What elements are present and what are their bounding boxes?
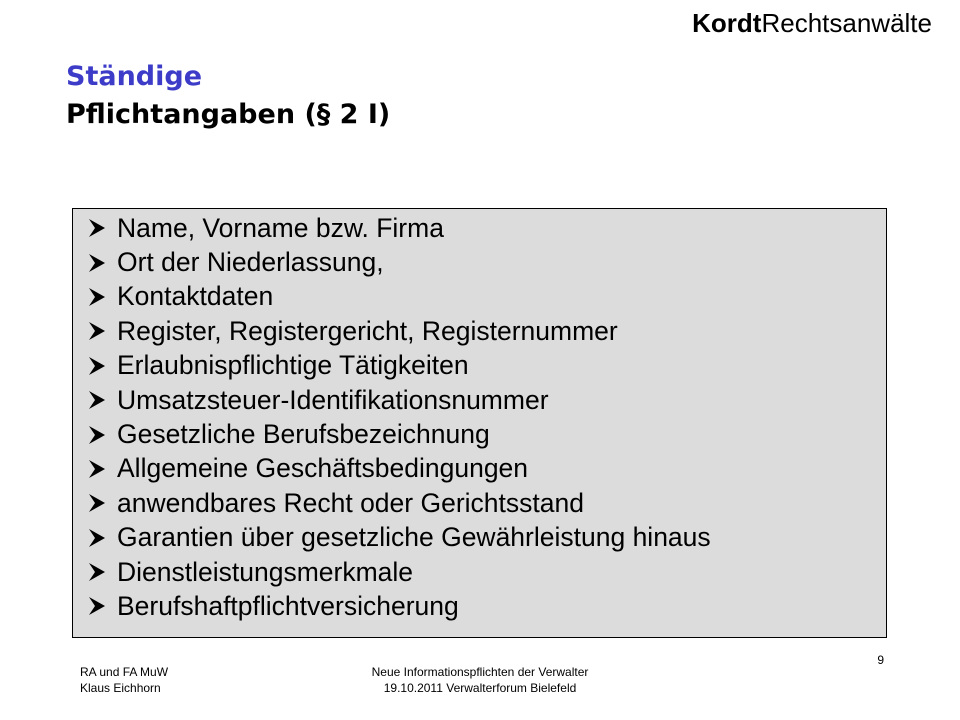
- list-item-text: Garantien über gesetzliche Gewährleistung hinaus: [117, 522, 711, 553]
- list-item: [87, 383, 711, 417]
- arrowhead-bullet-icon: [87, 211, 117, 245]
- arrowhead-bullet-icon: [87, 589, 117, 623]
- list-item-text: Gesetzliche Berufsbezeichnung: [117, 419, 490, 450]
- arrowhead-bullet-icon: [87, 452, 117, 486]
- brand-logo: [692, 8, 932, 38]
- list-item-text: Erlaubnispflichtige Tätigkeiten: [117, 350, 469, 381]
- list-item-text: Allgemeine Geschäftsbedingungen: [117, 453, 529, 484]
- list-item: [87, 280, 711, 314]
- list-item-text: Register, Registergericht, Registernummer: [117, 315, 618, 346]
- content-box: [72, 208, 887, 638]
- arrowhead-bullet-icon: [87, 314, 117, 348]
- slide-title: [66, 58, 390, 134]
- list-item-text: anwendbares Recht oder Gerichtsstand: [117, 487, 584, 518]
- list-item: [87, 245, 711, 279]
- list-item: [87, 589, 711, 623]
- list-item-text: Umsatzsteuer-Identifikationsnummer: [117, 384, 549, 415]
- footer-presentation-date: 19.10.2011 Verwalterforum Bielefeld: [383, 681, 577, 695]
- arrowhead-bullet-icon: [87, 246, 117, 280]
- list-item: [87, 486, 711, 520]
- list-item-text: Berufshaftpflichtversicherung: [117, 590, 459, 621]
- list-item: [87, 314, 711, 348]
- arrowhead-bullet-icon: [87, 383, 117, 417]
- list-item: [87, 555, 711, 589]
- footer-presentation-info: [340, 664, 620, 696]
- arrowhead-bullet-icon: [87, 280, 117, 314]
- list-item: [87, 521, 711, 555]
- list-item-text: Kontaktdaten: [117, 281, 274, 312]
- list-item: [87, 349, 711, 383]
- list-item-text: Name, Vorname bzw. Firma: [117, 212, 444, 243]
- footer-author-name: Klaus Eichhorn: [80, 681, 161, 695]
- slide-title-line1: Ständige: [66, 61, 203, 92]
- page-number: 9: [877, 653, 884, 667]
- arrowhead-bullet-icon: [87, 418, 117, 452]
- brand-name-bold: Kordt: [692, 8, 762, 38]
- arrowhead-bullet-icon: [87, 521, 117, 555]
- list-item: [87, 452, 711, 486]
- arrowhead-bullet-icon: [87, 349, 117, 383]
- list-item-text: Ort der Niederlassung,: [117, 247, 384, 278]
- slide-title-line2: Pflichtangaben (§ 2 I): [66, 99, 391, 130]
- footer-author: [80, 664, 168, 696]
- list-item: [87, 417, 711, 451]
- arrowhead-bullet-icon: [87, 486, 117, 520]
- list-item-text: Dienstleistungsmerkmale: [117, 556, 414, 587]
- bullet-list: [87, 211, 711, 624]
- footer-presentation-title: Neue Informationspflichten der Verwalter: [371, 665, 589, 679]
- brand-name-regular: Rechtsanwälte: [761, 8, 932, 38]
- arrowhead-bullet-icon: [87, 555, 117, 589]
- list-item: [87, 211, 711, 245]
- footer-author-title: RA und FA MuW: [80, 665, 169, 679]
